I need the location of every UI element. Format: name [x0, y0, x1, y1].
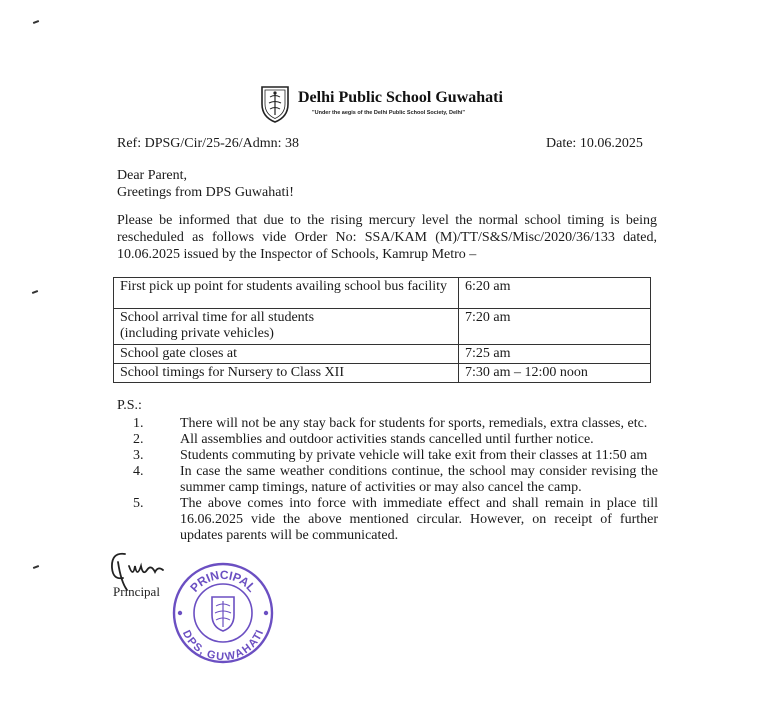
intro-line: Please be informed that due to the rising mercury level the normal school timing is being: [117, 213, 657, 228]
intro-line: rescheduled as follows vide Order No: SSA/KAM (M)/TT/S&S/Misc/2020/36/133 dated,: [117, 230, 657, 245]
greeting: Greetings from DPS Guwahati!: [117, 185, 294, 200]
list-item: [133, 464, 658, 496]
margin-mark: [33, 20, 39, 24]
margin-mark: [33, 565, 39, 569]
note-text: Students commuting by private vehicle will take exit from their classes at 11:50 am: [180, 448, 648, 463]
note-text: updates parents will be communicated.: [180, 528, 399, 543]
timing-table: [113, 277, 651, 383]
table-cell-item: School gate closes at: [114, 345, 459, 364]
ps-label: P.S.:: [117, 398, 142, 413]
item-subtext: (including private vehicles): [120, 326, 274, 341]
intro-paragraph: [117, 212, 657, 263]
circular-date: Date: 10.06.2025: [546, 136, 643, 151]
stamp-top-text: PRINCIPAL: [187, 567, 259, 595]
school-name: Delhi Public School Guwahati: [298, 89, 503, 106]
table-row: [114, 345, 651, 364]
note-text: summer camp timings, nature of activities or may also cancel the camp.: [180, 480, 582, 495]
table-cell-time: 7:30 am – 12:00 noon: [459, 364, 651, 383]
list-item: [133, 416, 658, 432]
note-text: 16.06.2025 vide the above mentioned circular. However, on receipt of further: [180, 512, 658, 527]
note-number: 1.: [133, 416, 144, 431]
svg-text:DPS, GUWAHATI: [180, 629, 267, 664]
margin-mark: [32, 290, 38, 294]
school-aegis-line: "Under the aegis of the Delhi Public School Society, Delhi": [312, 110, 466, 116]
note-text: There will not be any stay back for students for sports, remedials, extra classes, etc.: [180, 416, 648, 431]
school-crest-icon: [258, 84, 292, 124]
stamp-bottom-text: DPS, GUWAHATI: [179, 628, 267, 664]
note-text: All assemblies and outdoor activities stands cancelled until further notice.: [180, 432, 594, 447]
table-cell-item: [114, 309, 459, 345]
principal-stamp-icon: [171, 561, 275, 665]
table-cell-time: 7:25 am: [459, 345, 651, 364]
table-cell-time: 7:20 am: [459, 309, 651, 345]
ps-notes-list: [133, 416, 658, 544]
salutation-block: [117, 167, 294, 201]
note-number: 2.: [133, 432, 144, 447]
table-cell-item: First pick up point for students availing school bus facility: [114, 278, 459, 309]
letterhead: [258, 84, 528, 128]
intro-line: 10.06.2025 issued by the Inspector of Schools, Kamrup Metro –: [117, 247, 477, 262]
table-row: [114, 278, 651, 309]
table-row: [114, 309, 651, 345]
list-item: [133, 448, 658, 464]
signature-label: Principal: [113, 584, 160, 599]
item-text: School arrival time for all students: [120, 310, 315, 325]
note-text: In case the same weather conditions continue, the school may consider revising the: [180, 464, 658, 479]
note-number: 5.: [133, 496, 144, 511]
note-number: 4.: [133, 464, 144, 479]
salutation: Dear Parent,: [117, 168, 187, 183]
list-item: [133, 496, 658, 544]
table-cell-item: School timings for Nursery to Class XII: [114, 364, 459, 383]
note-number: 3.: [133, 448, 144, 463]
list-item: [133, 432, 658, 448]
table-row: [114, 364, 651, 383]
reference-number: Ref: DPSG/Cir/25-26/Admn: 38: [117, 136, 300, 151]
note-text: The above comes into force with immediate effect and shall remain in place till: [180, 496, 658, 511]
table-cell-time: 6:20 am: [459, 278, 651, 309]
